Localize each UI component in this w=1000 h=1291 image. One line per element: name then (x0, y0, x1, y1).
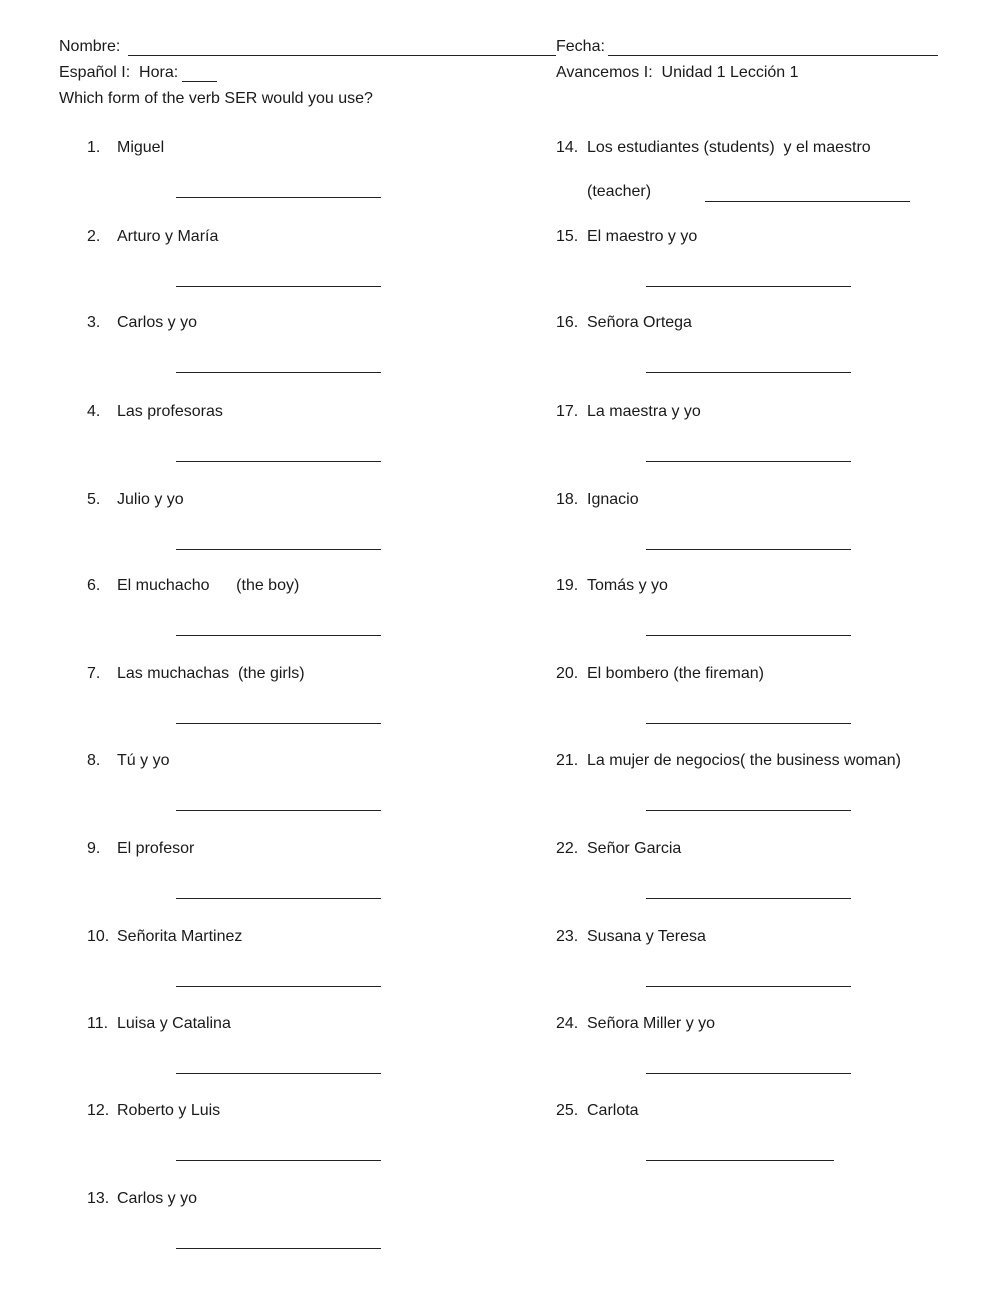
answer-blank[interactable] (646, 461, 851, 462)
question-number: 21. (556, 752, 579, 769)
answer-blank[interactable] (176, 372, 381, 373)
question-number: 9. (87, 840, 101, 857)
question-subject: Tú y yo (117, 752, 170, 769)
question-subject: Susana y Teresa (587, 928, 706, 945)
question-subject: Julio y yo (117, 491, 184, 508)
question-number: 23. (556, 928, 579, 945)
question-number: 4. (87, 403, 101, 420)
question-subject: Carlos y yo (117, 1190, 198, 1207)
question-number: 11. (87, 1015, 109, 1032)
question-number: 19. (556, 577, 579, 594)
question-number: 14. (556, 139, 579, 156)
fecha-label: Fecha: (556, 38, 605, 55)
question-subject: La mujer de negocios( the business woman) (587, 752, 901, 769)
question-subject: Carlos y yo (117, 314, 198, 331)
question-number: 10. (87, 928, 110, 945)
question-number: 13. (87, 1190, 110, 1207)
answer-blank[interactable] (646, 549, 851, 550)
question-subject: El maestro y yo (587, 228, 698, 245)
question-number: 25. (556, 1102, 579, 1119)
nombre-label: Nombre: (59, 38, 121, 55)
question-subject: El muchacho (the boy) (117, 577, 300, 594)
course-label: Avancemos I: Unidad 1 Lección 1 (556, 64, 799, 81)
answer-blank[interactable] (646, 1073, 851, 1074)
answer-blank[interactable] (176, 1160, 381, 1161)
question-subject-cont: (teacher) (587, 183, 652, 200)
answer-blank[interactable] (646, 898, 851, 899)
question-number: 8. (87, 752, 101, 769)
question-subject: Arturo y María (117, 228, 219, 245)
question-number: 16. (556, 314, 579, 331)
answer-blank[interactable] (176, 723, 381, 724)
question-number: 12. (87, 1102, 110, 1119)
question-number: 20. (556, 665, 579, 682)
question-subject: El profesor (117, 840, 195, 857)
answer-blank[interactable] (646, 372, 851, 373)
question-subject: Las profesoras (117, 403, 223, 420)
question-number: 5. (87, 491, 101, 508)
question-subject: Los estudiantes (students) y el maestro (587, 139, 871, 156)
instructions: Which form of the verb SER would you use? (59, 90, 373, 107)
question-number: 3. (87, 314, 101, 331)
question-subject: La maestra y yo (587, 403, 701, 420)
answer-blank[interactable] (646, 986, 851, 987)
question-number: 22. (556, 840, 579, 857)
question-number: 2. (87, 228, 101, 245)
class-label: Español I: Hora: (59, 64, 179, 81)
question-number: 6. (87, 577, 101, 594)
question-subject: Carlota (587, 1102, 639, 1119)
answer-blank[interactable] (176, 986, 381, 987)
question-number: 1. (87, 139, 101, 156)
answer-blank[interactable] (646, 723, 851, 724)
answer-blank[interactable] (646, 1160, 834, 1161)
answer-blank[interactable] (176, 898, 381, 899)
answer-blank[interactable] (646, 635, 851, 636)
question-subject: Señora Ortega (587, 314, 692, 331)
question-number: 7. (87, 665, 101, 682)
question-subject: Las muchachas (the girls) (117, 665, 305, 682)
question-subject: Roberto y Luis (117, 1102, 221, 1119)
answer-blank[interactable] (176, 635, 381, 636)
question-number: 24. (556, 1015, 579, 1032)
answer-blank[interactable] (176, 549, 381, 550)
answer-blank[interactable] (176, 286, 381, 287)
answer-blank[interactable] (176, 1073, 381, 1074)
question-subject: Señorita Martinez (117, 928, 243, 945)
question-subject: Ignacio (587, 491, 639, 508)
fecha-field[interactable] (608, 55, 938, 56)
question-subject: Tomás y yo (587, 577, 668, 594)
question-subject: Miguel (117, 139, 165, 156)
answer-blank[interactable] (176, 810, 381, 811)
question-number: 17. (556, 403, 579, 420)
question-subject: Luisa y Catalina (117, 1015, 231, 1032)
answer-blank[interactable] (176, 197, 381, 198)
hora-field[interactable] (182, 81, 217, 82)
question-subject: Señor Garcia (587, 840, 682, 857)
answer-blank[interactable] (705, 201, 910, 202)
answer-blank[interactable] (176, 461, 381, 462)
answer-blank[interactable] (646, 286, 851, 287)
answer-blank[interactable] (646, 810, 851, 811)
answer-blank[interactable] (176, 1248, 381, 1249)
nombre-field[interactable] (128, 55, 556, 56)
question-subject: Señora Miller y yo (587, 1015, 716, 1032)
question-number: 18. (556, 491, 579, 508)
question-subject: El bombero (the fireman) (587, 665, 764, 682)
question-number: 15. (556, 228, 579, 245)
